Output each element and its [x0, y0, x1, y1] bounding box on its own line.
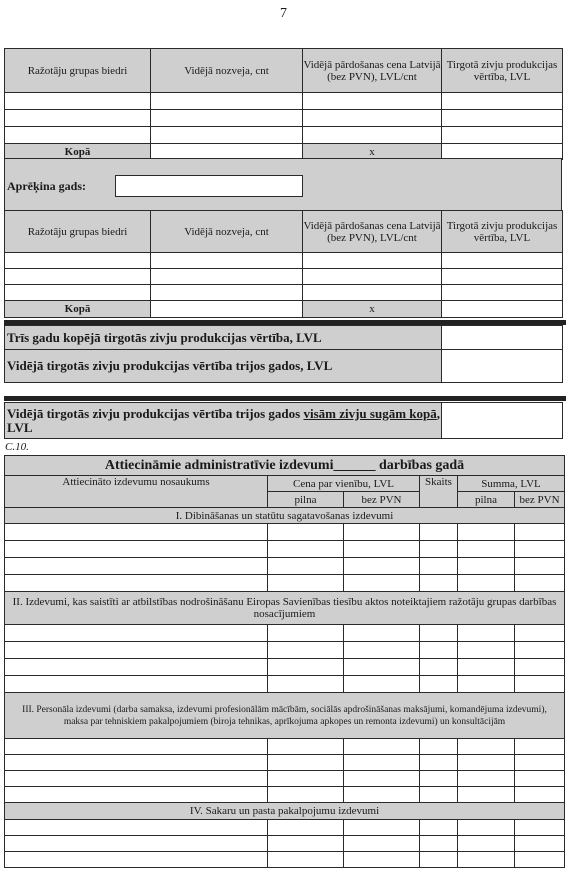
- table-row: [5, 541, 565, 558]
- three-year-total-value[interactable]: [442, 326, 563, 350]
- section-header: III. Personāla izdevumi (darba samaksa, izdevumi profesionālām mācībām, sociālās apdrošināšanas maksājumi, komandējuma izdevumi), maksa par tehniskiem pakalpojumiem (biroja tehnikas, aprīkojuma apkopes un remonta izdevumi) un konsultācijām: [5, 693, 565, 739]
- member-catch-table-2: [4, 210, 563, 318]
- table-row: [5, 524, 565, 541]
- avg-all-species-value[interactable]: [442, 403, 563, 439]
- header-avg-catch: Vidējā nozveja, cnt: [151, 211, 303, 253]
- total-row: [5, 301, 563, 318]
- table-row: [5, 253, 563, 269]
- three-year-summary: [4, 325, 563, 383]
- col-count: Skaits: [420, 476, 458, 508]
- three-year-total-label: Trīs gadu kopējā tirgotās zivju produkcijas vērtība, LVL: [5, 326, 442, 350]
- header-members: Ražotāju grupas biedri: [5, 211, 151, 253]
- table-row: [5, 558, 565, 575]
- table-row: [5, 625, 565, 642]
- total-label: Kopā: [5, 144, 151, 160]
- table-row: [5, 659, 565, 676]
- sub-full: pilna: [458, 492, 515, 508]
- divider: [4, 396, 566, 401]
- table-row: [5, 93, 563, 110]
- header-avg-catch: Vidējā nozveja, cnt: [151, 49, 303, 93]
- header-value: Tirgotā zivju produkcijas vērtība, LVL: [442, 49, 563, 93]
- header-avg-price: Vidējā pārdošanas cena Latvijā (bez PVN), LVL/cnt: [303, 49, 442, 93]
- table-row: [5, 820, 565, 836]
- sub-full: pilna: [268, 492, 344, 508]
- header-members: Ražotāju grupas biedri: [5, 49, 151, 93]
- avg-three-years-value[interactable]: [442, 350, 563, 383]
- table-row: [5, 787, 565, 803]
- section-code: C.10.: [5, 441, 29, 453]
- table-row: [5, 739, 565, 755]
- admin-title: Attiecināmie administratīvie izdevumi______ darbības gadā: [5, 456, 565, 476]
- all-species-summary: [4, 402, 563, 439]
- table-row: [5, 755, 565, 771]
- section-header: II. Izdevumi, kas saistīti ar atbilstības nodrošināšanu Eiropas Savienības tiesību aktos noteiktajiem ražotāju grupas darbības nosacījumiem: [5, 592, 565, 625]
- col-name: Attiecināto izdevumu nosaukums: [5, 476, 268, 508]
- table-row: [5, 110, 563, 127]
- col-sum: Summa, LVL: [458, 476, 565, 492]
- header-value: Tirgotā zivju produkcijas vērtība, LVL: [442, 211, 563, 253]
- calc-year-label: Aprēķina gads:: [7, 179, 87, 193]
- admin-expenses-table: [4, 455, 565, 868]
- total-label: Kopā: [5, 301, 151, 318]
- table-row: [5, 575, 565, 592]
- total-x: x: [303, 144, 442, 160]
- table-row: [5, 676, 565, 693]
- table-row: [5, 642, 565, 659]
- header-avg-price: Vidējā pārdošanas cena Latvijā (bez PVN), LVL/cnt: [303, 211, 442, 253]
- col-price: Cena par vienību, LVL: [268, 476, 420, 492]
- section-header: I. Dibināšanas un statūtu sagatavošanas izdevumi: [5, 508, 565, 524]
- table-row: [5, 127, 563, 144]
- table-row: [5, 285, 563, 301]
- calc-year-row: [4, 158, 562, 210]
- member-catch-table-1: [4, 48, 563, 160]
- table-row: [5, 836, 565, 852]
- section-header: IV. Sakaru un pasta pakalpojumu izdevumi: [5, 803, 565, 820]
- calc-year-field[interactable]: [115, 175, 303, 197]
- page-number: 7: [280, 6, 287, 21]
- avg-three-years-label: Vidējā tirgotās zivju produkcijas vērtība trijos gados, LVL: [5, 350, 442, 383]
- table-row: [5, 852, 565, 868]
- avg-all-species-label: Vidējā tirgotās zivju produkcijas vērtība trijos gados visām zivju sugām kopā, LVL: [5, 403, 442, 439]
- table-row: [5, 269, 563, 285]
- total-x: x: [303, 301, 442, 318]
- sub-vat: bez PVN: [515, 492, 565, 508]
- table-row: [5, 771, 565, 787]
- sub-vat: bez PVN: [344, 492, 420, 508]
